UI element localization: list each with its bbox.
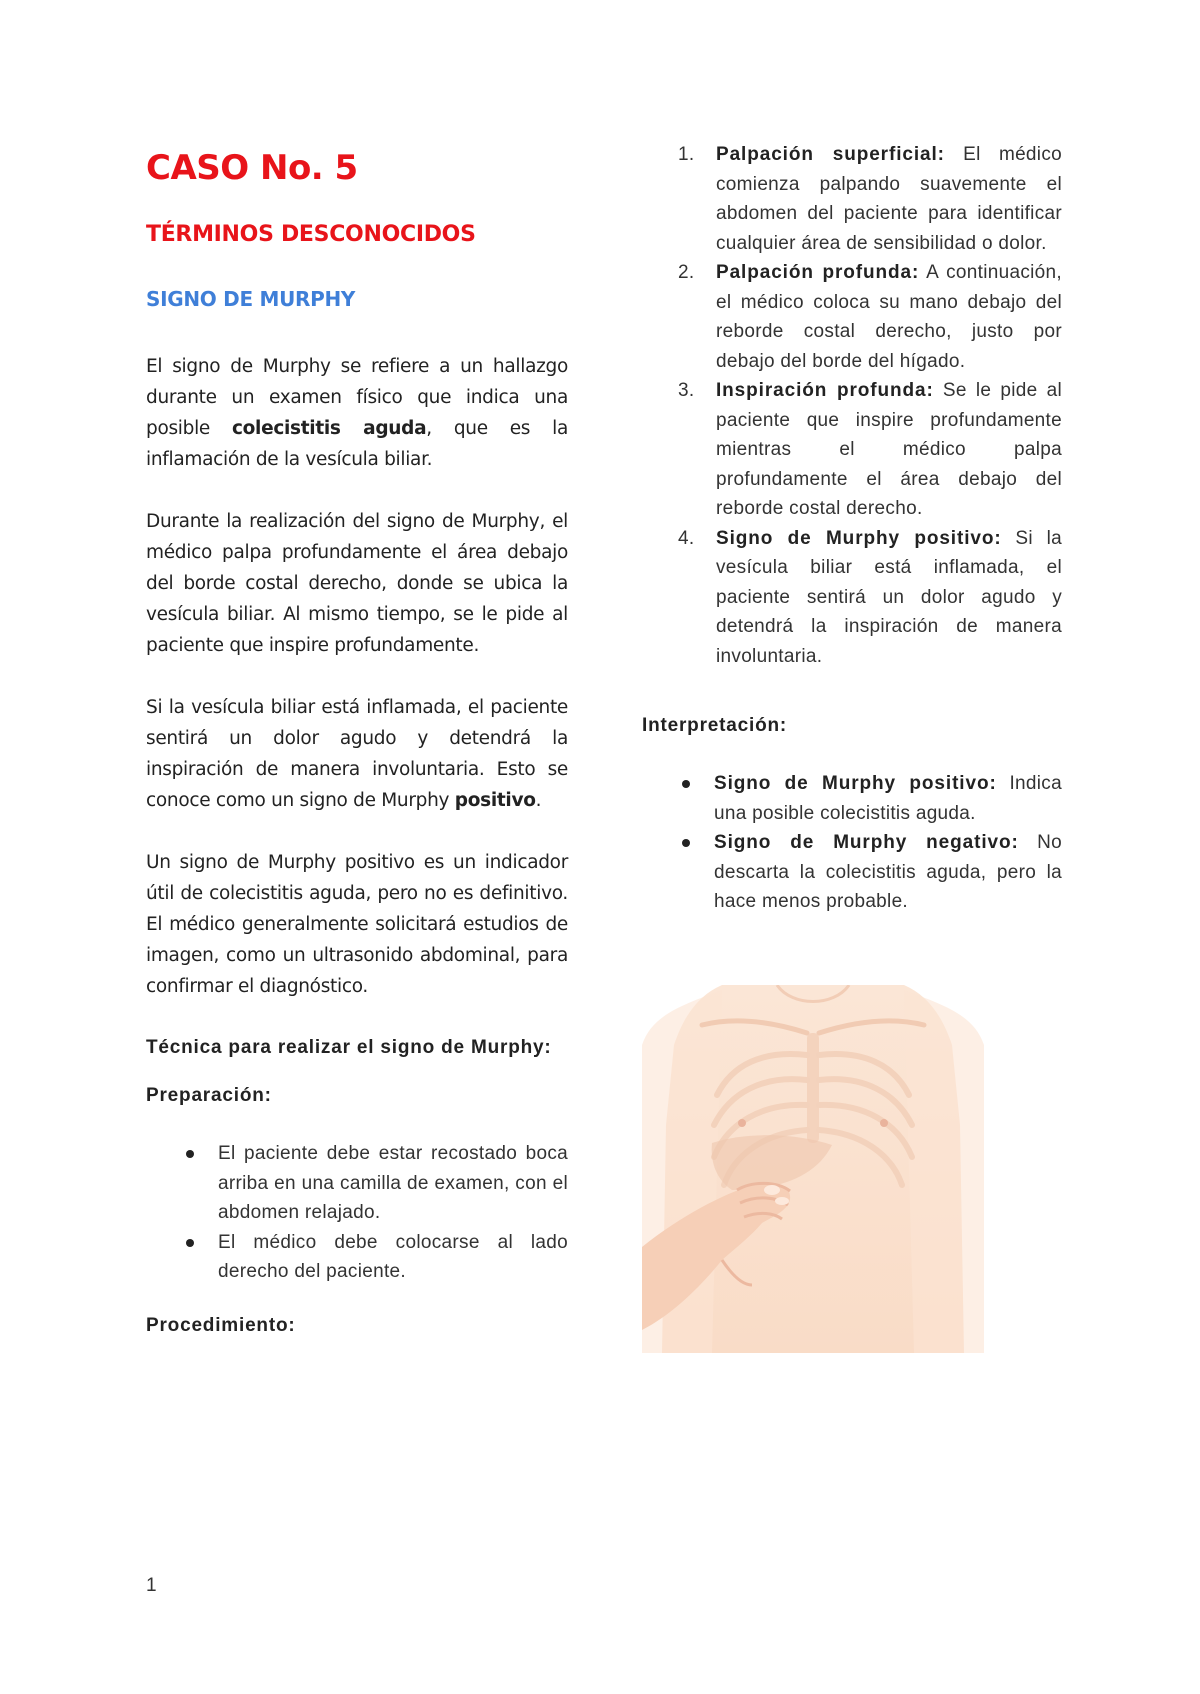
item-text: No descarta la colecistitis aguda, pero la hace menos probable. xyxy=(714,832,1062,912)
list-item xyxy=(642,769,1062,828)
bullet-icon xyxy=(682,839,690,847)
paragraph-positive xyxy=(146,692,568,816)
bold-term: colecistitis aguda xyxy=(231,418,427,439)
step-item xyxy=(642,258,1062,376)
list-item xyxy=(642,828,1062,917)
item-label: Signo de Murphy positivo: xyxy=(714,773,997,794)
step-label: Inspiración profunda: xyxy=(716,380,934,401)
paragraph-text: , que es la inflamación de la vesícula biliar. xyxy=(146,418,568,470)
procedure-steps xyxy=(642,140,1062,671)
subsection-title: SIGNO DE MURPHY xyxy=(146,287,356,311)
torso-palpation-illustration xyxy=(642,985,984,1353)
step-text: A continuación, el médico coloca su mano debajo del reborde costal derecho, justo por debajo del borde del hígado. xyxy=(716,262,1062,372)
section-title: TÉRMINOS DESCONOCIDOS xyxy=(146,222,476,247)
interpretation-list xyxy=(642,769,1062,917)
item-text: Indica una posible colecistitis aguda. xyxy=(714,773,1062,824)
bullet-icon xyxy=(186,1239,194,1247)
technique-heading: Técnica para realizar el signo de Murphy: xyxy=(146,1037,552,1058)
procedure-heading: Procedimiento: xyxy=(146,1314,296,1336)
step-number: 4. xyxy=(678,527,695,549)
case-title: CASO No. 5 xyxy=(146,148,358,188)
step-number: 1. xyxy=(678,144,695,165)
step-text: El médico comienza palpando suavemente el abdomen del paciente para identificar cualquier área de sensibilidad o dolor. xyxy=(716,144,1062,254)
item-label: Signo de Murphy negativo: xyxy=(714,832,1019,853)
bullet-icon xyxy=(682,780,690,788)
paragraph-procedure: Durante la realización del signo de Murphy, el médico palpa profundamente el área debajo del borde costal derecho, donde se ubica la vesícula biliar. Al mismo tiempo, se le pide al paciente que inspire profundamente. xyxy=(146,511,568,656)
paragraph-definition xyxy=(146,351,568,475)
list-item-text: El médico debe colocarse al lado derecho del paciente. xyxy=(218,1231,568,1282)
step-number: 3. xyxy=(678,380,695,401)
preparation-list xyxy=(146,1139,568,1287)
paragraph-text: El signo de Murphy se refiere a un hallazgo durante un examen físico que indica una posible xyxy=(146,356,568,439)
step-text: Si la vesícula biliar está inflamada, el paciente sentirá un dolor agudo y detendrá la inspiración de manera involuntaria. xyxy=(716,527,1062,667)
preparation-heading: Preparación: xyxy=(146,1085,272,1106)
paragraph-text: . xyxy=(535,790,542,811)
list-item xyxy=(146,1228,568,1287)
step-number: 2. xyxy=(678,262,695,283)
torso-illustration-icon xyxy=(642,985,984,1353)
bullet-icon xyxy=(186,1150,194,1158)
list-item-text: El paciente debe estar recostado boca arriba en una camilla de examen, con el abdomen relajado. xyxy=(218,1143,568,1223)
step-label: Signo de Murphy positivo: xyxy=(716,527,1002,549)
list-item xyxy=(146,1139,568,1228)
step-label: Palpación profunda: xyxy=(716,262,920,283)
right-column xyxy=(642,140,1062,941)
step-item xyxy=(642,524,1062,672)
step-item xyxy=(642,376,1062,524)
interpretation-heading: Interpretación: xyxy=(642,715,788,736)
step-item xyxy=(642,140,1062,258)
step-text: Se le pide al paciente que inspire profundamente mientras el médico palpa profundamente el área debajo del reborde costal derecho. xyxy=(716,380,1062,519)
step-label: Palpación superficial: xyxy=(716,144,945,165)
page-number: 1 xyxy=(146,1575,157,1596)
bold-term: positivo xyxy=(454,790,536,811)
paragraph-indicator: Un signo de Murphy positivo es un indicador útil de colecistitis aguda, pero no es definitivo. El médico generalmente solicitará estudios de imagen, como un ultrasonido abdominal, para confirmar el diagnóstico. xyxy=(146,852,568,997)
left-column xyxy=(146,148,568,1363)
paragraph-text: Si la vesícula biliar está inflamada, el paciente sentirá un dolor agudo y detendrá la inspiración de manera involuntaria. Esto se conoce como un signo de Murphy xyxy=(146,697,568,811)
